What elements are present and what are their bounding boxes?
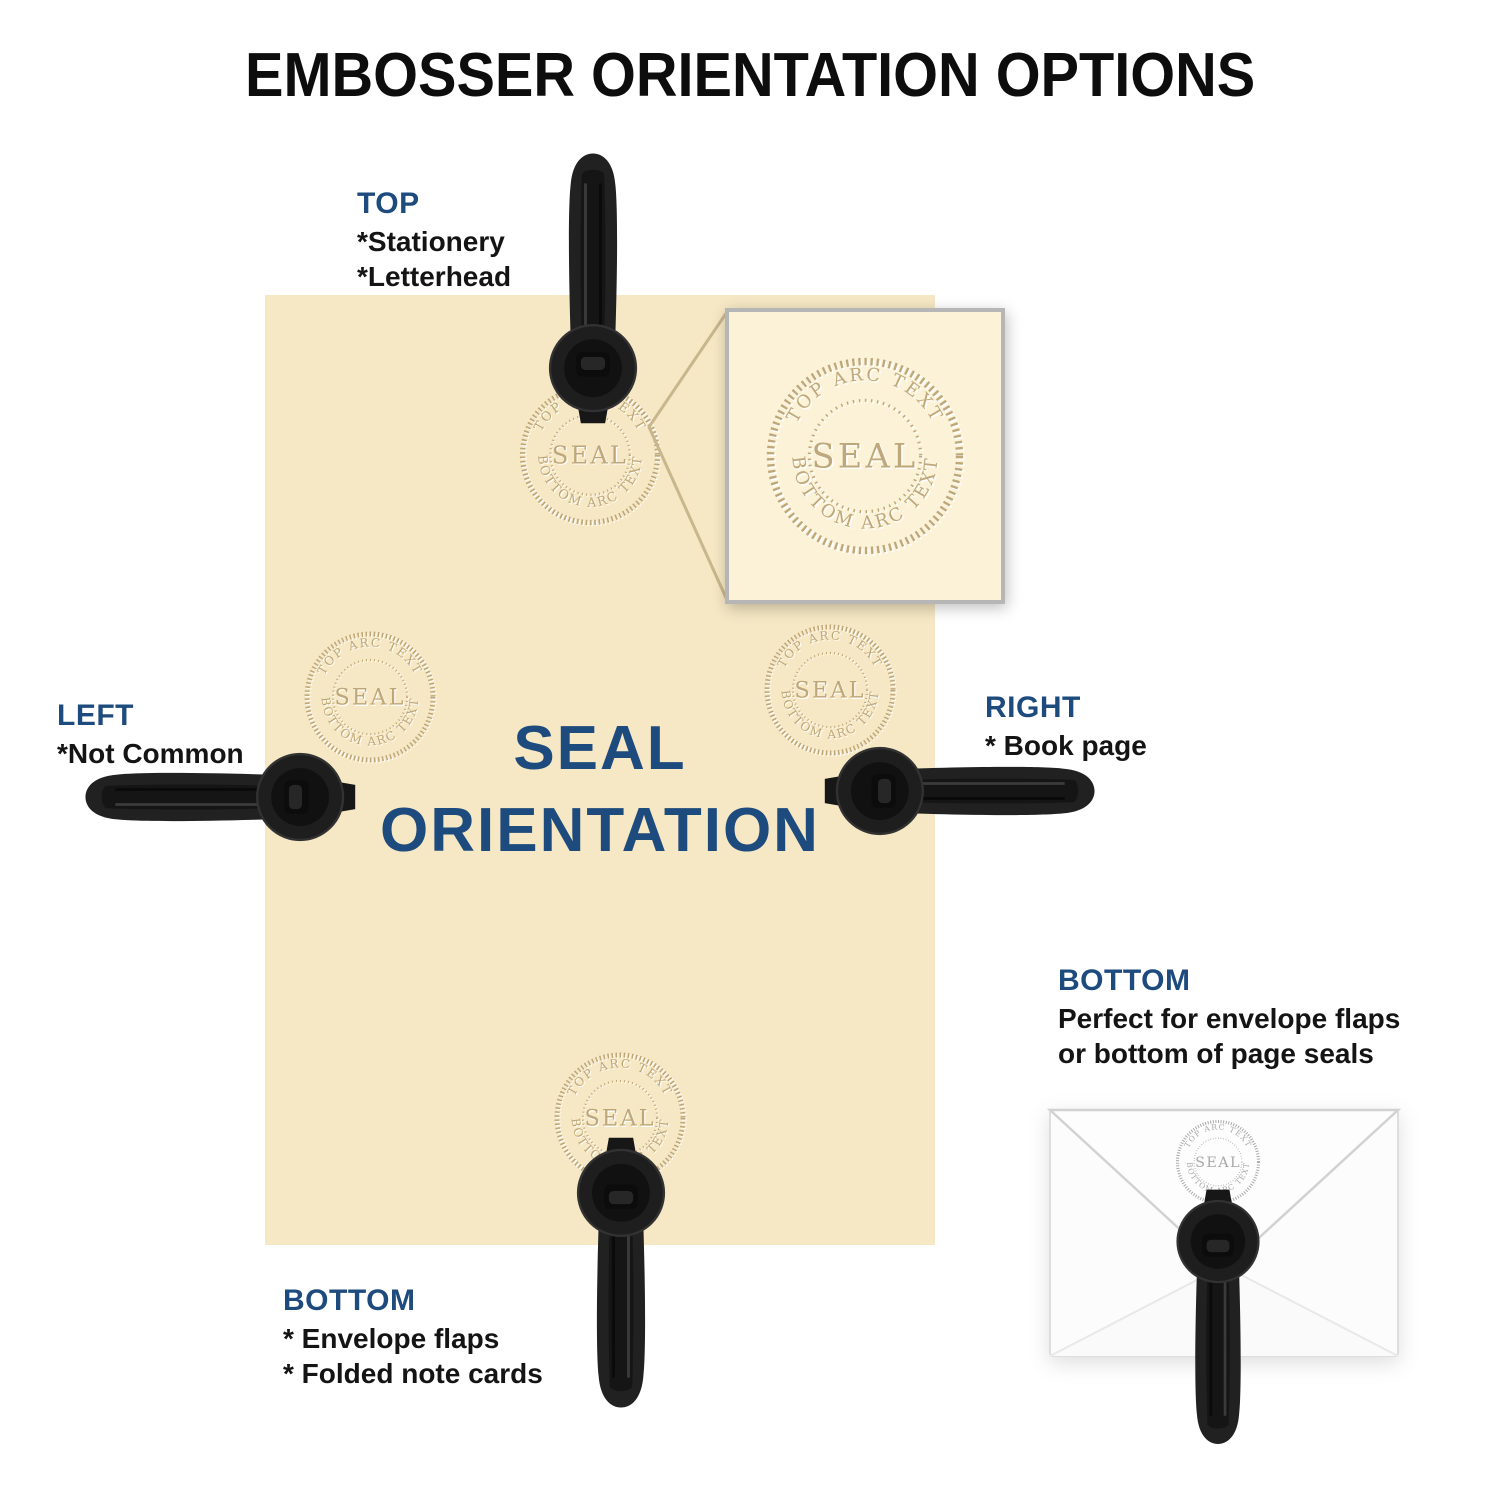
orientation-label-top xyxy=(357,186,511,294)
orientation-label-top-heading: TOP xyxy=(357,187,420,220)
orientation-label-right-heading: RIGHT xyxy=(985,691,1081,724)
orientation-label-bottom-right-line: Perfect for envelope flaps xyxy=(1058,1003,1401,1034)
embosser-stamp-top xyxy=(537,146,649,426)
embosser-stamp-bottom xyxy=(565,1135,677,1415)
orientation-label-bottom-right-line: or bottom of page seals xyxy=(1058,1038,1374,1069)
embosser-stamp-envelope xyxy=(1165,1187,1271,1451)
orientation-label-top-line: *Letterhead xyxy=(357,261,512,292)
page-title: EMBOSSER ORIENTATION OPTIONS xyxy=(244,41,1256,110)
orientation-label-bottom-left-line: * Folded note cards xyxy=(283,1358,543,1389)
seal-impression-inset xyxy=(760,351,970,561)
orientation-label-bottom-right-heading: BOTTOM xyxy=(1058,964,1191,997)
seal-detail-inset-box xyxy=(725,308,1005,604)
orientation-label-bottom-left-line: * Envelope flaps xyxy=(283,1323,500,1354)
orientation-label-top-line: *Stationery xyxy=(357,226,505,257)
orientation-label-right xyxy=(985,690,1147,763)
orientation-label-left-heading: LEFT xyxy=(57,699,134,732)
orientation-label-bottom-left-heading: BOTTOM xyxy=(283,1284,416,1317)
orientation-label-bottom-left xyxy=(283,1283,543,1391)
seal-orientation-heading-line2: ORIENTATION xyxy=(380,796,820,865)
orientation-label-bottom-right xyxy=(1058,963,1400,1071)
orientation-label-right-line: * Book page xyxy=(985,730,1147,761)
orientation-label-left xyxy=(57,698,244,771)
orientation-label-left-line: *Not Common xyxy=(57,738,244,769)
seal-orientation-heading-line1: SEAL xyxy=(513,714,687,783)
